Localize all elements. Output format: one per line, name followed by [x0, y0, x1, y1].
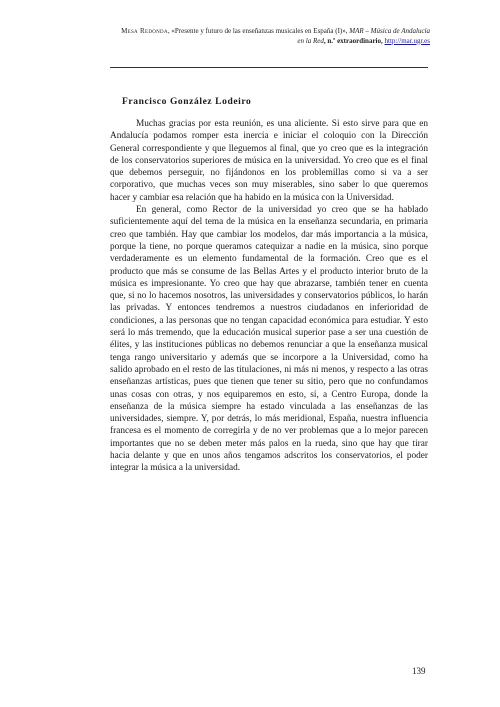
header-journal-smallcaps: Mesa Redonda: [121, 27, 168, 35]
header-url-link[interactable]: http://mar.ugr.es: [384, 36, 430, 45]
paragraph-1: Muchas gracias por esta reunión, es una aliciente. Si esto sirve para que en Andalucía podamos romper esta inercia e iniciar el coloquio con la Dirección General correspondiente y que lleguemos al final, que yo creo que es la integración de los conservatorios superiores de música en la universidad. Yo creo que es el final que debemos perseguir, no fijándonos en los problemillas como si va a ser corporativo, que muchas veces son muy miserables, sino saber lo que queremos hacer y cambiar esa relación que ha habido en la música con la Universidad.: [110, 119, 428, 203]
page-number: 139: [412, 666, 426, 676]
body-text: [110, 118, 428, 475]
author-name: Francisco González Lodeiro: [122, 97, 252, 107]
paragraph-2: En general, como Rector de la universidad yo creo que se ha hablado suficientemente aquí del tema de la música en la enseñanza secundaria, en primaria creo que también. Hay que cambiar los modelos, dar más importancia a la música, porque la tiene, no porque queramos catequizar a nadie en la música, sino porque verdaderamente es un elemento fundamental de la formación. Creo que es el producto que más se consume de las Bellas Artes y el producto interior bruto de la música es impresionante. Yo creo que hay que abrazarse, también tener en cuenta que, si no lo hacemos nosotros, las universidades y conservatorios públicos, lo harán las privadas. Y entonces tendremos a nuestros ciudadanos en inferioridad de condiciones, a las personas que no tengan capacidad económica para estudiar. Y esto será lo más tremendo, que la educación musical superior pase a ser una cuestión de élites, y las instituciones públicas no debemos renunciar a que la enseñanza musical tenga rango universitario y además que se incorpore a la Universidad, como ha salido aprobado en el resto de las titulaciones, ni más ni menos, y respecto a las otras enseñanzas artísticas, pues que tienen que tener su sitio, pero que no confundamos unas cosas con otras, y nos equiparemos en esto, sí, a Centro Europa, donde la enseñanza de la música siempre ha estado vinculada a las enseñanzas de las universidades, siempre. Y, por detrás, lo más meridional, España, nuestra influencia francesa es el momento de corregirla y de no ver problemas que a lo mejor parecen importantes que no se deben meter más palos en la rueda, sino que hay que tirar hacia delante y que en unos años tengamos adscritos los conservatorios, el poder integrar la música a la universidad.: [110, 205, 428, 474]
header-issue: , n.º extraordinario,: [323, 36, 385, 45]
header-journal-italic: MAR – Música de Andalucía en la Red: [297, 27, 430, 45]
header-rule: [110, 67, 428, 68]
running-header: [120, 27, 430, 46]
header-article-title: , «Presente y futuro de las enseñanzas musicales en España (I)»,: [167, 27, 350, 35]
